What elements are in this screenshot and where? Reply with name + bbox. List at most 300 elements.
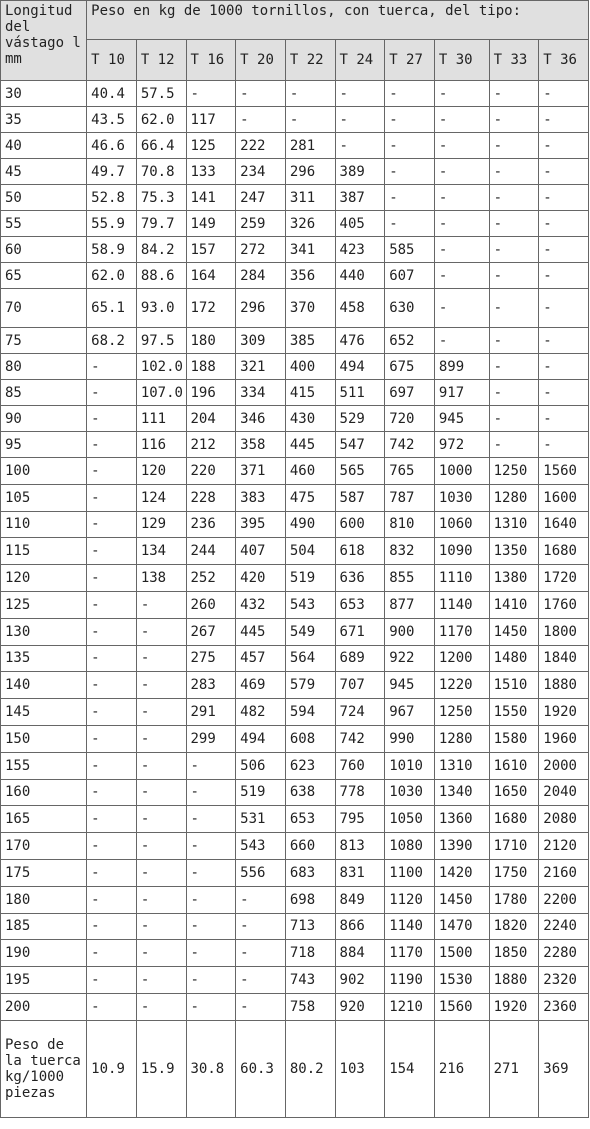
weight-cell: 565 <box>335 458 385 485</box>
weight-cell: 334 <box>236 380 286 406</box>
weight-cell: 62.0 <box>136 107 186 133</box>
weight-cell: - <box>335 133 385 159</box>
weight-cell: 204 <box>186 406 236 432</box>
weight-cell: 832 <box>385 538 435 565</box>
weight-cell: - <box>434 328 489 354</box>
weight-cell: - <box>539 107 589 133</box>
weight-cell: 272 <box>236 237 286 263</box>
weight-cell: 88.6 <box>136 263 186 289</box>
weight-cell: - <box>489 380 539 406</box>
weight-cell: 1640 <box>539 511 589 538</box>
weight-cell: 346 <box>236 406 286 432</box>
nut-weight-cell: 154 <box>385 1020 435 1117</box>
weight-cell: 157 <box>186 237 236 263</box>
weight-cell: - <box>136 645 186 672</box>
weight-cell: 247 <box>236 185 286 211</box>
weight-cell: 476 <box>335 328 385 354</box>
length-column-header: Longitud del vástago l mm <box>1 1 87 81</box>
weight-cell: 671 <box>335 618 385 645</box>
nut-weight-cell: 103 <box>335 1020 385 1117</box>
length-cell: 115 <box>1 538 87 565</box>
weight-cell: 543 <box>285 591 335 618</box>
weight-cell: 97.5 <box>136 328 186 354</box>
weight-cell: 321 <box>236 354 286 380</box>
weight-cell: 1390 <box>434 833 489 860</box>
nut-weight-cell: 10.9 <box>87 1020 137 1117</box>
weight-cell: - <box>87 645 137 672</box>
weight-cell: 1760 <box>539 591 589 618</box>
weight-cell: 1170 <box>434 618 489 645</box>
weight-cell: - <box>87 432 137 458</box>
weight-cell: - <box>87 565 137 592</box>
length-cell: 35 <box>1 107 87 133</box>
weight-cell: - <box>186 859 236 886</box>
weight-cell: - <box>87 752 137 779</box>
weight-cell: 460 <box>285 458 335 485</box>
length-cell: 80 <box>1 354 87 380</box>
weight-cell: 457 <box>236 645 286 672</box>
weight-cell: - <box>489 133 539 159</box>
weight-cell: 1680 <box>539 538 589 565</box>
weight-group-header: Peso en kg de 1000 tornillos, con tuerca, del tipo: <box>87 1 589 40</box>
weight-cell: - <box>385 133 435 159</box>
weight-cell: 902 <box>335 967 385 994</box>
table-row <box>1 185 589 211</box>
weight-cell: 252 <box>186 565 236 592</box>
type-header-cell: T 33 <box>489 40 539 81</box>
weight-cell: 1510 <box>489 672 539 699</box>
weight-cell: 68.2 <box>87 328 137 354</box>
table-row <box>1 211 589 237</box>
length-cell: 70 <box>1 289 87 328</box>
length-cell: 45 <box>1 159 87 185</box>
weight-cell: 630 <box>385 289 435 328</box>
weight-cell: 1610 <box>489 752 539 779</box>
weight-cell: 164 <box>186 263 236 289</box>
weight-cell: - <box>186 993 236 1020</box>
weight-cell: - <box>236 886 286 913</box>
weight-cell: 556 <box>236 859 286 886</box>
weight-cell: 1560 <box>539 458 589 485</box>
weight-cell: - <box>539 159 589 185</box>
weight-cell: 594 <box>285 699 335 726</box>
weight-cell: 945 <box>385 672 435 699</box>
weight-cell: 212 <box>186 432 236 458</box>
table-row <box>1 107 589 133</box>
weight-cell: 129 <box>136 511 186 538</box>
weight-cell: 2320 <box>539 967 589 994</box>
weight-cell: - <box>136 940 186 967</box>
weight-cell: - <box>539 406 589 432</box>
table-row <box>1 237 589 263</box>
weight-cell: 623 <box>285 752 335 779</box>
weight-cell: 2120 <box>539 833 589 860</box>
table-row <box>1 752 589 779</box>
weight-cell: 689 <box>335 645 385 672</box>
weight-cell: 281 <box>285 133 335 159</box>
weight-cell: - <box>186 752 236 779</box>
weight-cell: - <box>186 913 236 940</box>
weight-cell: 70.8 <box>136 159 186 185</box>
weight-cell: 445 <box>236 618 286 645</box>
weight-cell: 138 <box>136 565 186 592</box>
weight-cell: - <box>236 940 286 967</box>
weight-cell: 1750 <box>489 859 539 886</box>
weight-cell: 1350 <box>489 538 539 565</box>
weight-cell: 385 <box>285 328 335 354</box>
weight-cell: 1110 <box>434 565 489 592</box>
table-row <box>1 699 589 726</box>
weight-cell: - <box>434 107 489 133</box>
weight-cell: - <box>335 107 385 133</box>
weight-cell: 358 <box>236 432 286 458</box>
table-body-short <box>1 81 589 458</box>
weight-cell: 57.5 <box>136 81 186 107</box>
weight-cell: 724 <box>335 699 385 726</box>
weight-cell: 370 <box>285 289 335 328</box>
weight-cell: 765 <box>385 458 435 485</box>
weight-cell: 653 <box>335 591 385 618</box>
weight-cell: 831 <box>335 859 385 886</box>
table-row <box>1 725 589 752</box>
length-cell: 200 <box>1 993 87 1020</box>
weight-cell: 111 <box>136 406 186 432</box>
weight-cell: 900 <box>385 618 435 645</box>
weight-cell: - <box>136 833 186 860</box>
weight-cell: - <box>489 211 539 237</box>
weight-cell: 1360 <box>434 806 489 833</box>
weight-cell: - <box>136 913 186 940</box>
length-cell: 55 <box>1 211 87 237</box>
weight-cell: 511 <box>335 380 385 406</box>
weight-cell: 299 <box>186 725 236 752</box>
weight-cell: 543 <box>236 833 286 860</box>
weight-cell: 1190 <box>385 967 435 994</box>
weight-cell: - <box>539 237 589 263</box>
weight-cell: - <box>136 591 186 618</box>
weight-cell: 2160 <box>539 859 589 886</box>
table-row <box>1 406 589 432</box>
weight-cell: 1450 <box>489 618 539 645</box>
weight-cell: - <box>539 263 589 289</box>
weight-cell: 795 <box>335 806 385 833</box>
weight-cell: 920 <box>335 993 385 1020</box>
table-row <box>1 289 589 328</box>
weight-cell: 1960 <box>539 725 589 752</box>
weight-cell: 430 <box>285 406 335 432</box>
weight-cell: - <box>489 81 539 107</box>
weight-cell: 1200 <box>434 645 489 672</box>
weight-cell: 899 <box>434 354 489 380</box>
weight-cell: - <box>87 406 137 432</box>
weight-cell: 1600 <box>539 484 589 511</box>
weight-cell: 1840 <box>539 645 589 672</box>
weight-cell: 149 <box>186 211 236 237</box>
weight-cell: - <box>87 511 137 538</box>
weight-cell: - <box>385 185 435 211</box>
weight-cell: 1380 <box>489 565 539 592</box>
weight-cell: - <box>539 380 589 406</box>
length-cell: 140 <box>1 672 87 699</box>
weight-cell: 494 <box>236 725 286 752</box>
weight-cell: - <box>489 289 539 328</box>
weight-cell: - <box>87 833 137 860</box>
weight-cell: 683 <box>285 859 335 886</box>
weight-cell: 234 <box>236 159 286 185</box>
weight-cell: 58.9 <box>87 237 137 263</box>
weight-cell: 2280 <box>539 940 589 967</box>
length-cell: 120 <box>1 565 87 592</box>
weight-cell: - <box>434 237 489 263</box>
weight-cell: - <box>136 806 186 833</box>
weight-cell: 260 <box>186 591 236 618</box>
length-cell: 40 <box>1 133 87 159</box>
table-row <box>1 993 589 1020</box>
weight-cell: 469 <box>236 672 286 699</box>
header-row-group <box>1 1 589 40</box>
table-row <box>1 859 589 886</box>
table-row <box>1 618 589 645</box>
weight-cell: 228 <box>186 484 236 511</box>
weight-cell: 849 <box>335 886 385 913</box>
weight-cell: 311 <box>285 185 335 211</box>
weight-cell: 1060 <box>434 511 489 538</box>
weight-cell: - <box>87 859 137 886</box>
table-row <box>1 354 589 380</box>
weight-cell: 972 <box>434 432 489 458</box>
weight-cell: 125 <box>186 133 236 159</box>
table-row <box>1 458 589 485</box>
weight-cell: 855 <box>385 565 435 592</box>
weight-cell: 52.8 <box>87 185 137 211</box>
weight-cell: - <box>136 859 186 886</box>
weight-cell: 1820 <box>489 913 539 940</box>
length-cell: 185 <box>1 913 87 940</box>
weight-cell: - <box>385 81 435 107</box>
weight-cell: 445 <box>285 432 335 458</box>
type-header-row <box>1 40 589 81</box>
weight-cell: 188 <box>186 354 236 380</box>
weight-cell: 2360 <box>539 993 589 1020</box>
weight-cell: - <box>136 699 186 726</box>
weight-cell: - <box>539 432 589 458</box>
weight-cell: - <box>87 806 137 833</box>
weight-cell: - <box>87 354 137 380</box>
weight-cell: 1880 <box>489 967 539 994</box>
weight-cell: 222 <box>236 133 286 159</box>
weight-cell: 1310 <box>489 511 539 538</box>
weight-cell: 1480 <box>489 645 539 672</box>
table-row <box>1 159 589 185</box>
weight-cell: - <box>87 779 137 806</box>
table-row <box>1 133 589 159</box>
weight-cell: 653 <box>285 806 335 833</box>
weight-cell: 124 <box>136 484 186 511</box>
weight-cell: - <box>136 752 186 779</box>
weight-cell: 1650 <box>489 779 539 806</box>
weight-cell: - <box>186 833 236 860</box>
length-cell: 155 <box>1 752 87 779</box>
length-cell: 125 <box>1 591 87 618</box>
length-cell: 95 <box>1 432 87 458</box>
weight-cell: - <box>385 107 435 133</box>
length-cell: 165 <box>1 806 87 833</box>
weight-cell: 326 <box>285 211 335 237</box>
weight-cell: 275 <box>186 645 236 672</box>
weight-cell: - <box>87 913 137 940</box>
weight-cell: 420 <box>236 565 286 592</box>
weight-cell: 1030 <box>434 484 489 511</box>
length-cell: 175 <box>1 859 87 886</box>
weight-cell: 296 <box>285 159 335 185</box>
weight-cell: 494 <box>335 354 385 380</box>
weight-cell: - <box>285 81 335 107</box>
table-row <box>1 591 589 618</box>
weight-cell: 62.0 <box>87 263 137 289</box>
weight-cell: 1720 <box>539 565 589 592</box>
weight-cell: 2000 <box>539 752 589 779</box>
weight-cell: 220 <box>186 458 236 485</box>
weight-cell: 1500 <box>434 940 489 967</box>
weight-cell: 1850 <box>489 940 539 967</box>
weight-cell: 1250 <box>434 699 489 726</box>
weight-cell: 1680 <box>489 806 539 833</box>
weight-cell: 2240 <box>539 913 589 940</box>
weight-cell: 458 <box>335 289 385 328</box>
weight-cell: - <box>285 107 335 133</box>
weight-cell: 490 <box>285 511 335 538</box>
weight-cell: 1120 <box>385 886 435 913</box>
table-row <box>1 886 589 913</box>
weight-cell: 407 <box>236 538 286 565</box>
length-cell: 180 <box>1 886 87 913</box>
weight-cell: 1410 <box>489 591 539 618</box>
weight-cell: 371 <box>236 458 286 485</box>
weight-cell: 1210 <box>385 993 435 1020</box>
weight-cell: 259 <box>236 211 286 237</box>
weight-cell: 713 <box>285 913 335 940</box>
weight-cell: - <box>385 159 435 185</box>
weight-cell: 1140 <box>385 913 435 940</box>
weight-cell: 1550 <box>489 699 539 726</box>
length-cell: 160 <box>1 779 87 806</box>
weight-cell: 917 <box>434 380 489 406</box>
weight-cell: 652 <box>385 328 435 354</box>
weight-cell: 813 <box>335 833 385 860</box>
weight-cell: 400 <box>285 354 335 380</box>
weight-cell: - <box>186 967 236 994</box>
nut-weight-cell: 271 <box>489 1020 539 1117</box>
weight-cell: 660 <box>285 833 335 860</box>
type-header-cell: T 20 <box>236 40 286 81</box>
length-cell: 60 <box>1 237 87 263</box>
weight-cell: 1220 <box>434 672 489 699</box>
weight-cell: - <box>335 81 385 107</box>
weight-cell: - <box>489 237 539 263</box>
weight-cell: - <box>489 432 539 458</box>
length-cell: 150 <box>1 725 87 752</box>
weight-cell: - <box>539 185 589 211</box>
weight-cell: - <box>489 185 539 211</box>
type-header-cell: T 36 <box>539 40 589 81</box>
weight-cell: - <box>489 159 539 185</box>
weight-cell: 608 <box>285 725 335 752</box>
weight-cell: 519 <box>285 565 335 592</box>
weight-cell: - <box>489 263 539 289</box>
weight-cell: 600 <box>335 511 385 538</box>
table-body-long <box>1 458 589 1021</box>
weight-cell: 383 <box>236 484 286 511</box>
nut-weight-row <box>1 1020 589 1117</box>
table-row <box>1 565 589 592</box>
nut-weight-cell: 15.9 <box>136 1020 186 1117</box>
weight-cell: 120 <box>136 458 186 485</box>
length-cell: 30 <box>1 81 87 107</box>
weight-cell: - <box>236 913 286 940</box>
weight-cell: 133 <box>186 159 236 185</box>
weight-cell: 564 <box>285 645 335 672</box>
weight-cell: 387 <box>335 185 385 211</box>
weight-cell: 549 <box>285 618 335 645</box>
weight-cell: 284 <box>236 263 286 289</box>
weight-cell: 1800 <box>539 618 589 645</box>
weight-cell: - <box>434 211 489 237</box>
weight-cell: 877 <box>385 591 435 618</box>
table-row <box>1 672 589 699</box>
table-row <box>1 940 589 967</box>
weight-cell: - <box>87 993 137 1020</box>
weight-cell: 884 <box>335 940 385 967</box>
length-cell: 130 <box>1 618 87 645</box>
weight-cell: 585 <box>385 237 435 263</box>
weight-cell: 618 <box>335 538 385 565</box>
weight-cell: 547 <box>335 432 385 458</box>
table-row <box>1 913 589 940</box>
weight-cell: 432 <box>236 591 286 618</box>
table-row <box>1 779 589 806</box>
type-header-cell: T 10 <box>87 40 137 81</box>
type-header-cell: T 30 <box>434 40 489 81</box>
weight-cell: - <box>136 672 186 699</box>
weight-cell: 1920 <box>539 699 589 726</box>
length-cell: 105 <box>1 484 87 511</box>
weight-cell: 810 <box>385 511 435 538</box>
weight-cell: 743 <box>285 967 335 994</box>
weight-cell: 236 <box>186 511 236 538</box>
weight-cell: 55.9 <box>87 211 137 237</box>
weight-cell: - <box>434 185 489 211</box>
table-row <box>1 380 589 406</box>
table-row <box>1 538 589 565</box>
weight-cell: 504 <box>285 538 335 565</box>
weight-cell: 1420 <box>434 859 489 886</box>
weight-cell: - <box>136 967 186 994</box>
weight-cell: 49.7 <box>87 159 137 185</box>
length-cell: 85 <box>1 380 87 406</box>
weight-cell: 75.3 <box>136 185 186 211</box>
weight-cell: 1530 <box>434 967 489 994</box>
weight-cell: 787 <box>385 484 435 511</box>
weight-cell: - <box>434 289 489 328</box>
weight-cell: 945 <box>434 406 489 432</box>
weight-cell: - <box>539 289 589 328</box>
table-row <box>1 833 589 860</box>
length-cell: 65 <box>1 263 87 289</box>
weight-cell: 395 <box>236 511 286 538</box>
weight-cell: - <box>136 618 186 645</box>
weight-cell: 760 <box>335 752 385 779</box>
weight-cell: 134 <box>136 538 186 565</box>
